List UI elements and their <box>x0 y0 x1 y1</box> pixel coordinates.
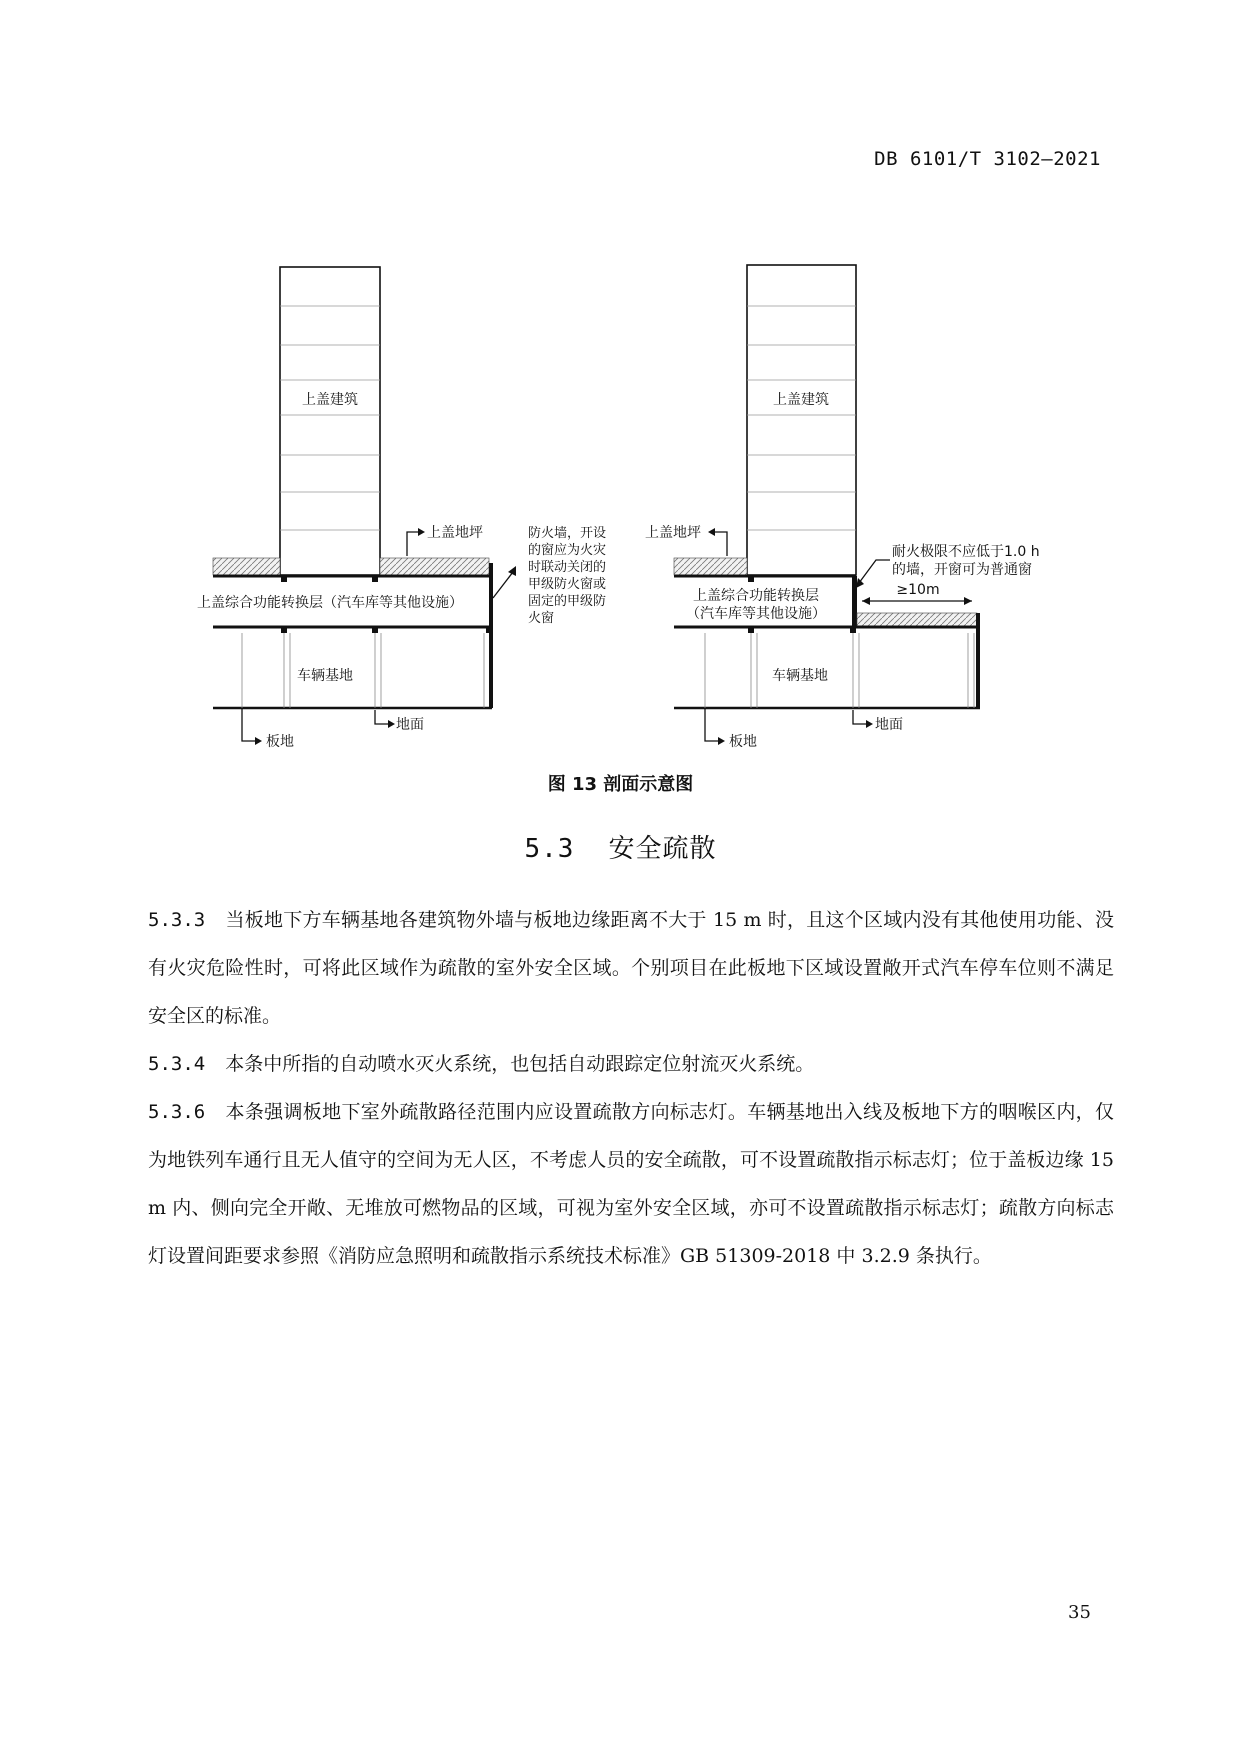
right-wall-note: 耐火极限不应低于1.0 h <box>892 544 1040 560</box>
document-code: DB 6101/T 3102—2021 <box>874 148 1101 170</box>
right-depot-label: 车辆基地 <box>772 668 828 684</box>
figure-caption: 图 13 剖面示意图 <box>547 774 694 795</box>
section-number: 5.3 <box>524 834 575 864</box>
paragraph <box>148 1088 1114 1280</box>
clause-number: 5.3.4 <box>148 1053 206 1075</box>
paragraph <box>148 896 1114 1040</box>
left-ground-hatch <box>380 558 489 575</box>
clause-number: 5.3.3 <box>148 909 206 931</box>
left-firewall-note: 防火墙，开设 <box>528 526 607 541</box>
section-diagram <box>0 0 1241 780</box>
page-number: 35 <box>1068 1602 1091 1623</box>
right-diagram <box>645 265 1040 750</box>
right-building-label: 上盖建筑 <box>773 392 829 408</box>
right-wall-note: 的墙，开窗可为普通窗 <box>892 562 1032 578</box>
left-diagram <box>197 267 606 750</box>
left-depot-label: 车辆基地 <box>297 668 353 684</box>
clause-text: 本条中所指的自动喷水灭火系统，也包括自动跟踪定位射流灭火系统。 <box>225 1053 815 1075</box>
right-lower-hatch <box>857 613 977 627</box>
left-firewall-note: 火窗 <box>528 611 555 626</box>
right-transfer-label: 上盖综合功能转换层 <box>693 588 819 604</box>
left-tower <box>280 267 380 575</box>
right-distance-label: ≥10m <box>896 582 940 598</box>
right-ground-surface-label: 地面 <box>875 717 903 733</box>
left-firewall-note: 固定的甲级防 <box>528 594 607 609</box>
left-building-label: 上盖建筑 <box>302 392 358 408</box>
right-ground-label: 上盖地坪 <box>645 525 701 541</box>
clause-number: 5.3.6 <box>148 1101 206 1123</box>
right-ground-hatch <box>674 558 747 575</box>
left-firewall-note: 时联动关闭的 <box>528 560 607 575</box>
clause-text: 本条强调板地下室外疏散路径范围内应设置疏散方向标志灯。车辆基地出入线及板地下方的咽喉区内，仅为地铁列车通行且无人值守的空间为无人区，不考虑人员的安全疏散，可不设置疏散指示标志灯；位于盖板边缘 15 m 内、侧向完全开敞、无堆放可燃物品的区域，可视为室外安全区域，亦可不设置疏散指示标志灯；疏散方向标志灯设置间距要求参照《消防应急照明和疏散指示系统技术标准》GB 51309-2018 中 3.2.9 条执行。 <box>148 1101 1114 1267</box>
left-slab-label: 板地 <box>266 734 294 750</box>
right-transfer-label: （汽车库等其他设施） <box>686 606 826 622</box>
section-title-text: 安全疏散 <box>608 834 717 864</box>
left-ground-hatch <box>213 558 280 575</box>
right-tower <box>747 265 856 575</box>
left-transfer-label: 上盖综合功能转换层（汽车库等其他设施） <box>197 595 463 611</box>
right-slab-label: 板地 <box>729 734 757 750</box>
left-ground-surface-label: 地面 <box>396 717 424 733</box>
left-firewall-note: 甲级防火窗或 <box>528 577 607 592</box>
paragraph <box>148 1040 1114 1088</box>
left-firewall-note: 的窗应为火灾 <box>528 543 607 558</box>
body-text <box>148 896 1114 1280</box>
left-ground-label: 上盖地坪 <box>427 525 483 541</box>
clause-text: 当板地下方车辆基地各建筑物外墙与板地边缘距离不大于 15 m 时，且这个区域内没有其他使用功能、没有火灾危险性时，可将此区域作为疏散的室外安全区域。个别项目在此板地下区域设置敞开式汽车停车位则不满足安全区的标准。 <box>148 909 1114 1027</box>
section-heading <box>0 828 1241 865</box>
